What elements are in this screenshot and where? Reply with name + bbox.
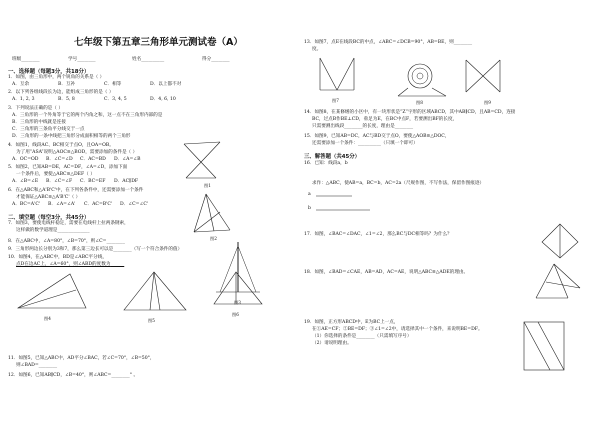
score-field[interactable]: 得分________	[202, 57, 230, 62]
q2-option-c[interactable]: C．3, 4, 5	[104, 97, 127, 102]
figure-9-caption: 图9	[484, 100, 491, 105]
q16-text-2: 求作：△ABC，使AB=a，BC=b，AC=2a（尺规作图，不写作法，保留作图痕迹）	[312, 181, 485, 186]
q3-option-c[interactable]: C．三角形的三条角平分线交于一点	[12, 127, 85, 132]
page-title: 七年级下第五章三角形单元测试卷（A）	[74, 37, 243, 48]
q14-text-3: 只需要测出线段________的长度，理由是________	[312, 124, 414, 129]
q4-option-b[interactable]: B．∠C=∠D	[46, 157, 73, 162]
figure-4-caption: 图4	[44, 316, 51, 321]
q1-option-b[interactable]: B．互补	[58, 82, 76, 87]
q5-text-2: 一个条件后，要使△ABC≌△DEF（ ）	[16, 172, 95, 177]
figure-9-diagram	[462, 56, 506, 98]
number-field[interactable]: 学号________	[68, 57, 96, 62]
q7-text-2: 这样做的数学道理是______________	[16, 228, 90, 233]
q1-option-c[interactable]: C．相等	[104, 82, 122, 87]
q11-text-2: 则∠BAD=________	[16, 363, 58, 368]
figure-8-caption: 图8	[416, 100, 423, 105]
figure-3-caption: 图3	[234, 300, 241, 305]
q5-option-a[interactable]: A．∠B=∠E	[12, 179, 39, 184]
q3-option-b[interactable]: B．三角形的中线就是连接	[12, 120, 66, 125]
q1-option-d[interactable]: D．以上都不对	[150, 82, 182, 87]
q16-segments	[314, 190, 374, 218]
q7-text: 7．如图3，要使电线杆稳定，需要在电线杆上拉两条钢索，	[8, 221, 129, 226]
q19-diagram	[520, 318, 570, 376]
q19-text: 19．如图，正方形ABCD中，E为BC上一点，	[304, 320, 399, 325]
figure-8-diagram	[396, 58, 448, 100]
q1-text: 1．如图，由三角形中，两个锐角的关系是（ ）	[8, 75, 105, 80]
q6-option-c[interactable]: C．AC=B'C'	[84, 202, 113, 207]
q9-text: 9．三角形两边长分别为3和7，那么第三边长可以是________（写一个符合条件的值）	[8, 247, 183, 252]
q18-diagram	[532, 262, 584, 302]
q15-text-2: 还需要添加一个条件：__________（只填一个即可）	[312, 141, 418, 146]
q13-text: 13．如图7，点E在线段BC的中点，∠ABC=∠DCB=90°，AB=BE，则________	[304, 40, 473, 45]
q3-option-a[interactable]: A．三角形的一个外角等于它的两个内角之和，这一点不在三角形内部的是	[12, 113, 163, 118]
q5-text: 5．如图2，已知AB=DE，AC=DF，∠A=∠D，添加下面	[8, 165, 128, 170]
q19-text-2: 在①AE=CF；②BE=DF；③∠1=∠2中，请选择其中一个条件，来说明BE=DF。	[312, 327, 483, 332]
q18-text: 18．如图，∠BAD=∠CAE，AB=AD，AC=AE，说明△ABC≌△ADE的理由。	[304, 270, 469, 275]
q1-option-a[interactable]: A．互余	[12, 82, 30, 87]
q10-text: 10．如图4，在△ABC中，BD是∠ABC平分线，	[8, 255, 107, 260]
q14-text: 14．如图8，在某修缮的小区中，有一块形状是“Z”字形的区域ABCD，其中AB∥CD，且AB=CD，连接	[304, 110, 516, 115]
segment-a-label: a	[308, 192, 311, 197]
section3-heading: 三、解答题（共45分）	[304, 154, 361, 160]
q16-text: 16．已知：线段a，b	[304, 161, 348, 166]
figure-5-caption: 图5	[148, 318, 155, 323]
q8-text: 8．在△ABC中，∠A=80°，∠B=70°，则∠C=________	[8, 239, 125, 244]
figure-7-caption: 图7	[332, 98, 339, 103]
figure-4-diagram	[14, 270, 90, 314]
q3-option-d[interactable]: D．三角形的一条中线把三角形分成面积相等的两个三角形	[12, 134, 131, 139]
figure-2-caption: 图2	[210, 236, 217, 241]
figure-6-caption: 图6	[232, 312, 239, 317]
q12-text: 12．如图6，已知AB∥CD，∠B=40°，则∠ABC=________° 。	[8, 373, 139, 378]
q4-text-2: 为了用“ASA”说明△AOC≌△BOD，需要添加的条件是（ ）	[16, 150, 138, 155]
figure-1-diagram	[180, 140, 240, 185]
q6-option-d[interactable]: D．∠C=∠C'	[120, 202, 149, 207]
q14-text-2: BC，过点B作BE⊥CD，垂足为E，在BC中点F，若要测出BF的长度，	[312, 117, 458, 122]
q2-option-a[interactable]: A．1, 2, 3	[12, 97, 35, 102]
q3-text: 3．下列说法正确的是（ ）	[8, 106, 63, 111]
figure-1-caption: 图1	[204, 183, 211, 188]
q6-option-a[interactable]: A．BC=A'C'	[12, 202, 41, 207]
q2-text: 2．以下列各组线段长为边，能组成三角形的是（ ）	[8, 90, 114, 95]
q11-text: 11．如图5，已知△ABC中，AD平分∠BAC，若∠C=70°，∠B=50°，	[8, 356, 155, 361]
q13-text-2: 度。	[312, 47, 322, 52]
q4-option-d[interactable]: D．∠A=∠B	[114, 157, 141, 162]
q19-text-4: （2）请说明理由。	[312, 341, 352, 346]
figure-5-diagram	[120, 268, 190, 316]
figure-6-diagram	[210, 268, 266, 310]
q17-diagram	[538, 222, 582, 260]
segment-b-label: b	[308, 206, 311, 211]
q5-option-b[interactable]: B．∠C=∠F	[46, 179, 73, 184]
q6-option-b[interactable]: B．∠A=∠A'	[48, 202, 76, 207]
class-field[interactable]: 班级________	[12, 57, 40, 62]
q2-option-b[interactable]: B．5, 8	[58, 97, 75, 102]
name-field[interactable]: 姓名__________	[132, 57, 165, 62]
q4-text: 4．如图1，线段AC、BC相交于点O，且OA=OB。	[8, 143, 114, 148]
q19-text-3: （1）你选择的条件是________（只需填写序号）	[312, 334, 412, 339]
figure-2-diagram	[190, 192, 238, 238]
figure-7-diagram	[316, 54, 358, 96]
q5-option-d[interactable]: D．AC∥DF	[114, 179, 139, 184]
section1-heading: 一、选择题（每题3分，共18分）	[8, 69, 90, 75]
q5-option-c[interactable]: C．BC=EF	[80, 179, 106, 184]
section2-heading: 二、填空题（每空3分，共45分）	[8, 215, 90, 221]
q6-text: 6．在△ABC和△A'B'C'中，在下列各条件中，还需要添加一个条件	[8, 188, 144, 193]
q2-option-d[interactable]: D．4, 6, 10	[150, 97, 176, 102]
q15-text: 15．如图9，已知AB=DC，AC与BD交于点O，要使△AOB≌△DOC，	[304, 134, 450, 139]
q17-text: 17．如图，∠BAC=∠DAC，∠1=∠2，那么BC与DC相等吗？为什么？	[304, 232, 452, 237]
q4-option-c[interactable]: C．AC=BD	[80, 157, 106, 162]
q10-text-2: 点D在边AC上，∠A=60°，则∠ABD的度数为______	[16, 262, 125, 267]
q6-text-2: 才能保证△ABC≌△A'B'C'（ ）	[16, 195, 81, 200]
q4-option-a[interactable]: A．OC=OD	[12, 157, 39, 162]
